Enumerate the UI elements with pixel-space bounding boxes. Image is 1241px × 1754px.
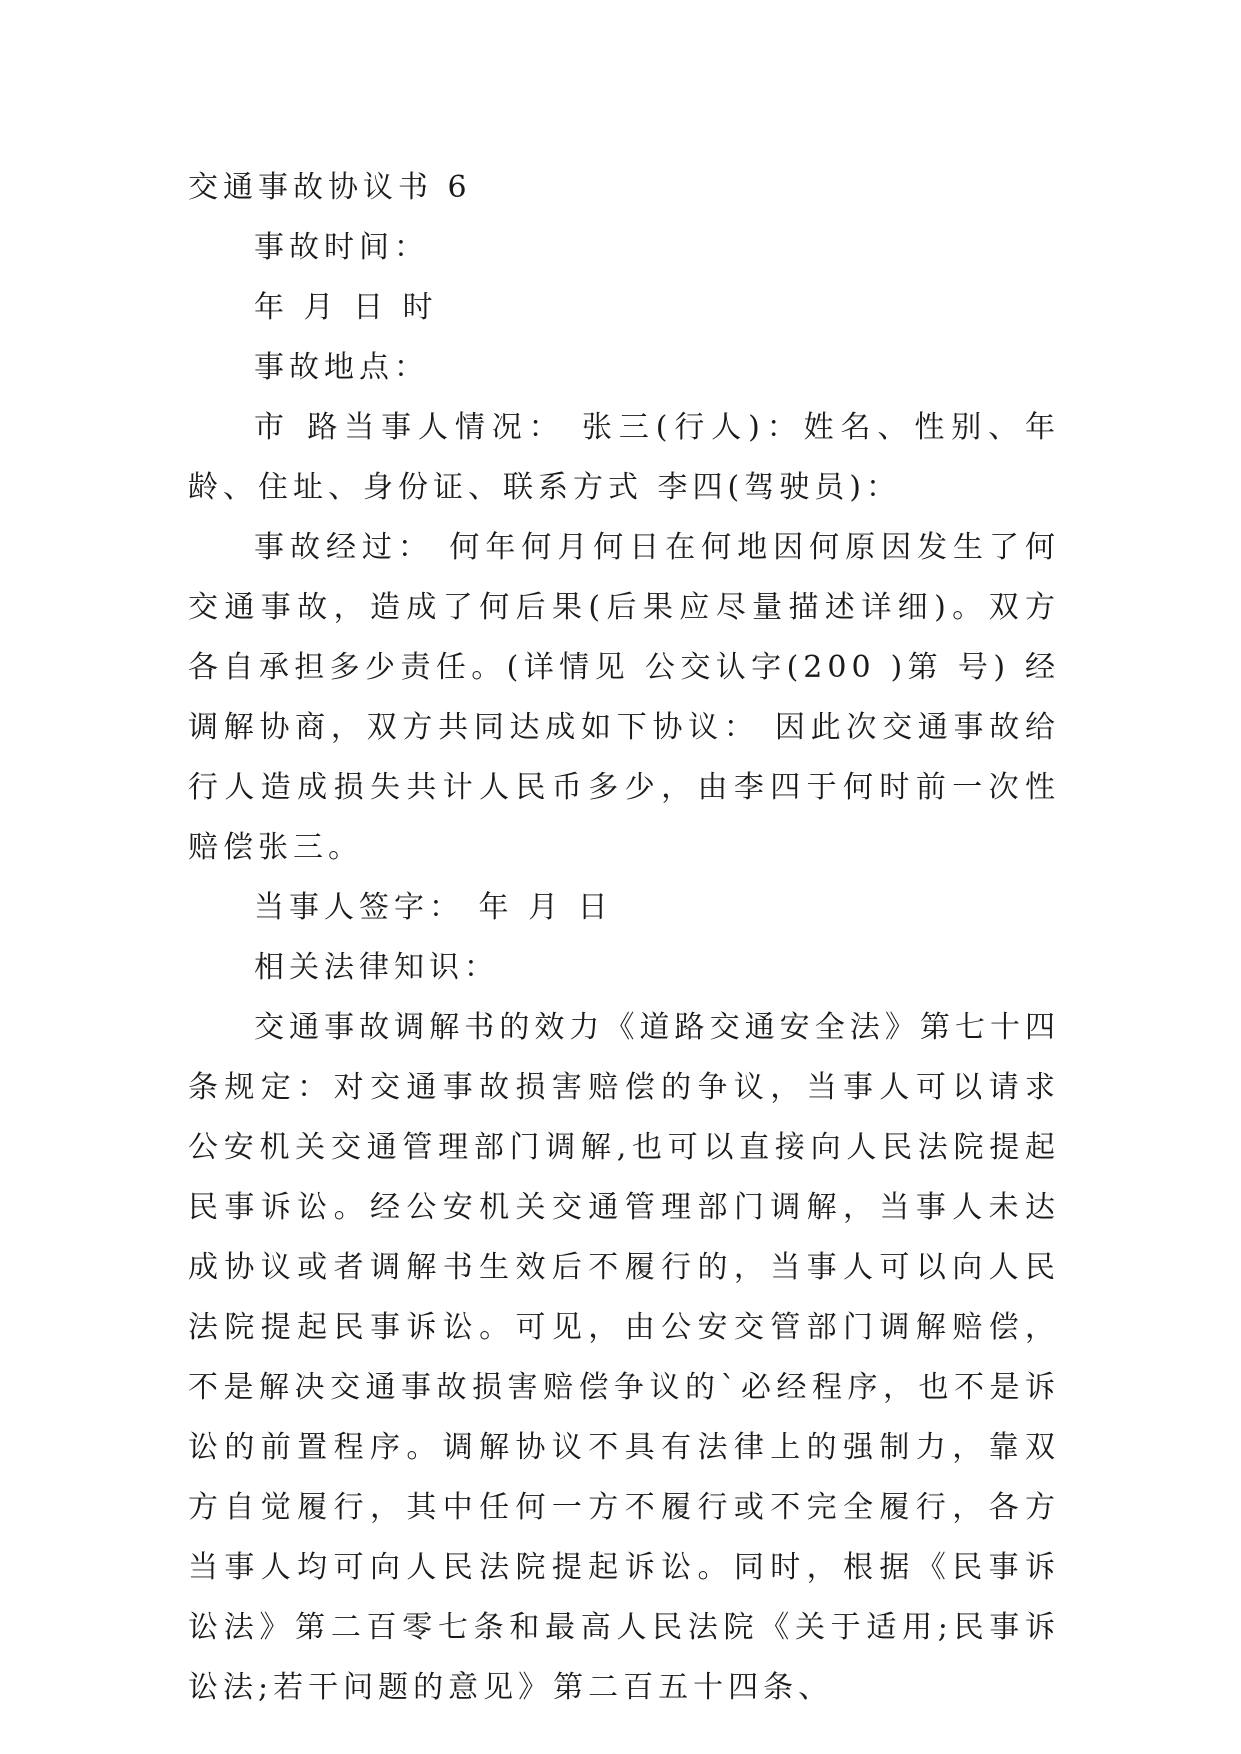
accident-date-line: 年 月 日 时 (254, 290, 438, 325)
legal-knowledge-paragraph: 交通事故调解书的效力《道路交通安全法》第七十四条规定：对交通事故损害赔偿的争议，当事人可以请求公安机关交通管理部门调解,也可以直接向人民法院提起民事诉讼。经公安机关交通管理部门调解，当事人未达成协议或者调解书生效后不履行的，当事人可以向人民法院提起民事诉讼。可见，由公安交管部门调解赔偿，不是解决交通事故损害赔偿争议的`必经程序，也不是诉讼的前置程序。调解协议不具有法律上的强制力，靠双方自觉履行，其中任何一方不履行或不完全履行，各方当事人均可向人民法院提起诉讼。同时，根据《民事诉讼法》第二百零七条和最高人民法院《关于适用;民事诉讼法;若干问题的意见》第二百五十四条、 (188, 1010, 1060, 1705)
legal-knowledge-heading: 相关法律知识： (254, 950, 499, 985)
accident-time-label: 事故时间： (254, 230, 429, 265)
signature-line: 当事人签字： 年 月 日 (254, 890, 613, 925)
accident-location-label: 事故地点： (254, 350, 429, 385)
document-title: 交通事故协议书 6 (188, 170, 472, 205)
accident-process-paragraph: 事故经过： 何年何月何日在何地因何原因发生了何交通事故，造成了何后果(后果应尽量描述详细)。双方各自承担多少责任。(详情见 公交认字(200 )第 号) 经调解协商，双方共同达成如下协议： 因此次交通事故给行人造成损失共计人民币多少，由李四于何时前一次性赔偿张三。 (188, 530, 1060, 865)
parties-info-paragraph: 市 路当事人情况： 张三(行人)：姓名、性别、年龄、住址、身份证、联系方式 李四(驾驶员)： (188, 410, 1060, 505)
document-body (188, 158, 1060, 1718)
